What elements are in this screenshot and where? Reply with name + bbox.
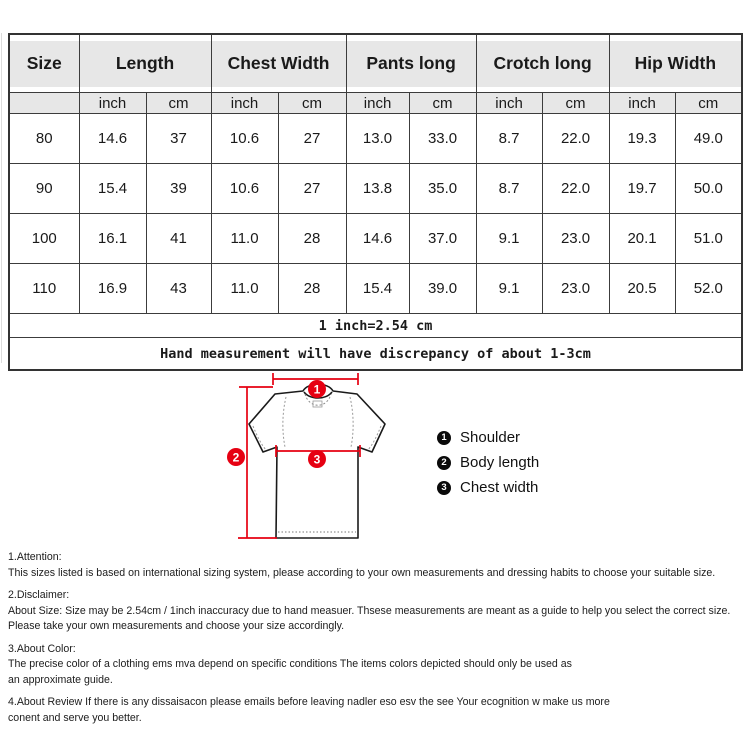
info-section-4 (8, 695, 748, 726)
col-header-hip-width (609, 34, 742, 92)
value-cell: 14.6 (79, 114, 146, 164)
legend-item-chest-width (437, 479, 539, 496)
unit-header: inch (79, 93, 146, 114)
size-cell: 80 (9, 114, 79, 164)
value-cell: 8.7 (476, 164, 542, 214)
legend-label-body-length: Body length (460, 454, 540, 471)
col-header-chest-width-label: Chest Width (212, 41, 346, 87)
value-cell: 23.0 (542, 264, 609, 314)
value-cell: 15.4 (346, 264, 409, 314)
value-cell: 11.0 (211, 264, 278, 314)
col-header-chest-width (211, 34, 346, 92)
info-line: About Size: Size may be 2.54cm / 1inch inaccuracy due to hand measuer. Thsese measurements are meant as a guide to help you select the correct size. (8, 604, 731, 617)
unit-header-empty (9, 93, 79, 114)
value-cell: 28 (278, 264, 346, 314)
value-cell: 20.1 (609, 214, 675, 264)
page-edge-artifact (1, 33, 2, 363)
value-cell: 35.0 (409, 164, 476, 214)
size-table (8, 33, 743, 371)
info-line: Please take your own measurements and choose your size accordingly. (8, 620, 345, 632)
unit-header: cm (146, 93, 211, 114)
value-cell: 28 (278, 214, 346, 264)
value-cell: 49.0 (675, 114, 742, 164)
legend-label-chest-width: Chest width (460, 479, 539, 496)
legend-number-1-icon: 1 (437, 431, 451, 445)
marker-3 (308, 450, 326, 468)
value-cell: 10.6 (211, 164, 278, 214)
marker-2-number: 2 (232, 450, 240, 465)
size-row (9, 164, 742, 214)
value-cell: 27 (278, 114, 346, 164)
size-cell: 90 (9, 164, 79, 214)
unit-header: inch (609, 93, 675, 114)
col-header-pants-long (346, 34, 476, 92)
col-header-size-label: Size (10, 41, 79, 87)
value-cell: 19.7 (609, 164, 675, 214)
unit-header: inch (346, 93, 409, 114)
info-line: conent and serve you better. (8, 711, 142, 724)
value-cell: 20.5 (609, 264, 675, 314)
value-cell: 52.0 (675, 264, 742, 314)
value-cell: 8.7 (476, 114, 542, 164)
value-cell: 33.0 (409, 114, 476, 164)
value-cell: 13.0 (346, 114, 409, 164)
value-cell: 51.0 (675, 214, 742, 264)
legend-item-shoulder (437, 429, 539, 446)
legend-item-body-length (437, 454, 539, 471)
value-cell: 50.0 (675, 164, 742, 214)
value-cell: 41 (146, 214, 211, 264)
col-header-length-label: Length (80, 41, 211, 87)
col-header-crotch-long-label: Crotch long (477, 41, 609, 87)
unit-header: inch (211, 93, 278, 114)
col-header-size (9, 34, 79, 92)
size-cell: 110 (9, 264, 79, 314)
units-row (9, 93, 742, 114)
unit-header: inch (476, 93, 542, 114)
info-line: 3.About Color: (8, 642, 76, 655)
info-line: 2.Disclaimer: (8, 589, 70, 601)
value-cell: 16.1 (79, 214, 146, 264)
value-cell: 13.8 (346, 164, 409, 214)
value-cell: 19.3 (609, 114, 675, 164)
unit-header: cm (278, 93, 346, 114)
info-sections (8, 550, 748, 733)
marker-1 (308, 380, 326, 398)
value-cell: 11.0 (211, 214, 278, 264)
info-line: This sizes listed is based on international sizing system, please according to your own measurements and dressing habits to choose your suitable size. (8, 566, 716, 579)
value-cell: 37.0 (409, 214, 476, 264)
measurement-legend (437, 429, 539, 504)
size-row (9, 214, 742, 264)
info-section-2 (8, 588, 748, 635)
col-header-length (79, 34, 211, 92)
value-cell: 39 (146, 164, 211, 214)
value-cell: 22.0 (542, 164, 609, 214)
tshirt-measure-diagram (222, 366, 472, 550)
value-cell: 43 (146, 264, 211, 314)
info-section-3 (8, 642, 748, 689)
unit-header: cm (409, 93, 476, 114)
value-cell: 37 (146, 114, 211, 164)
size-row (9, 114, 742, 164)
info-line: 1.Attention: (8, 551, 62, 563)
value-cell: 23.0 (542, 214, 609, 264)
value-cell: 10.6 (211, 114, 278, 164)
note-cell: 1 inch=2.54 cm (9, 314, 742, 338)
value-cell: 9.1 (476, 214, 542, 264)
col-header-hip-width-label: Hip Width (610, 41, 742, 87)
unit-header: cm (675, 93, 742, 114)
col-header-crotch-long (476, 34, 609, 92)
value-cell: 27 (278, 164, 346, 214)
value-cell: 15.4 (79, 164, 146, 214)
value-cell: 9.1 (476, 264, 542, 314)
info-line: an approximate guide. (8, 673, 113, 686)
legend-number-2-icon: 2 (437, 456, 451, 470)
note-cell: Hand measurement will have discrepancy of about 1-3cm (9, 338, 742, 371)
header-row (9, 34, 742, 92)
marker-1-number: 1 (313, 382, 321, 397)
legend-number-3-icon: 3 (437, 481, 451, 495)
value-cell: 39.0 (409, 264, 476, 314)
marker-3-number: 3 (313, 452, 321, 467)
legend-label-shoulder: Shoulder (460, 429, 521, 446)
size-cell: 100 (9, 214, 79, 264)
note-row (9, 314, 742, 338)
table-body (9, 92, 742, 370)
value-cell: 16.9 (79, 264, 146, 314)
unit-header: cm (542, 93, 609, 114)
marker-2 (227, 448, 245, 466)
info-section-1 (8, 550, 748, 581)
value-cell: 14.6 (346, 214, 409, 264)
info-line: The precise color of a clothing ems mva depend on specific conditions The items colors depicted should only be used as (8, 658, 572, 670)
value-cell: 22.0 (542, 114, 609, 164)
size-row (9, 264, 742, 314)
col-header-pants-long-label: Pants long (347, 41, 476, 87)
info-line: 4.About Review If there is any dissaisacon please emails before leaving nadler eso esv the see Your ecognition w make us more (8, 696, 610, 708)
